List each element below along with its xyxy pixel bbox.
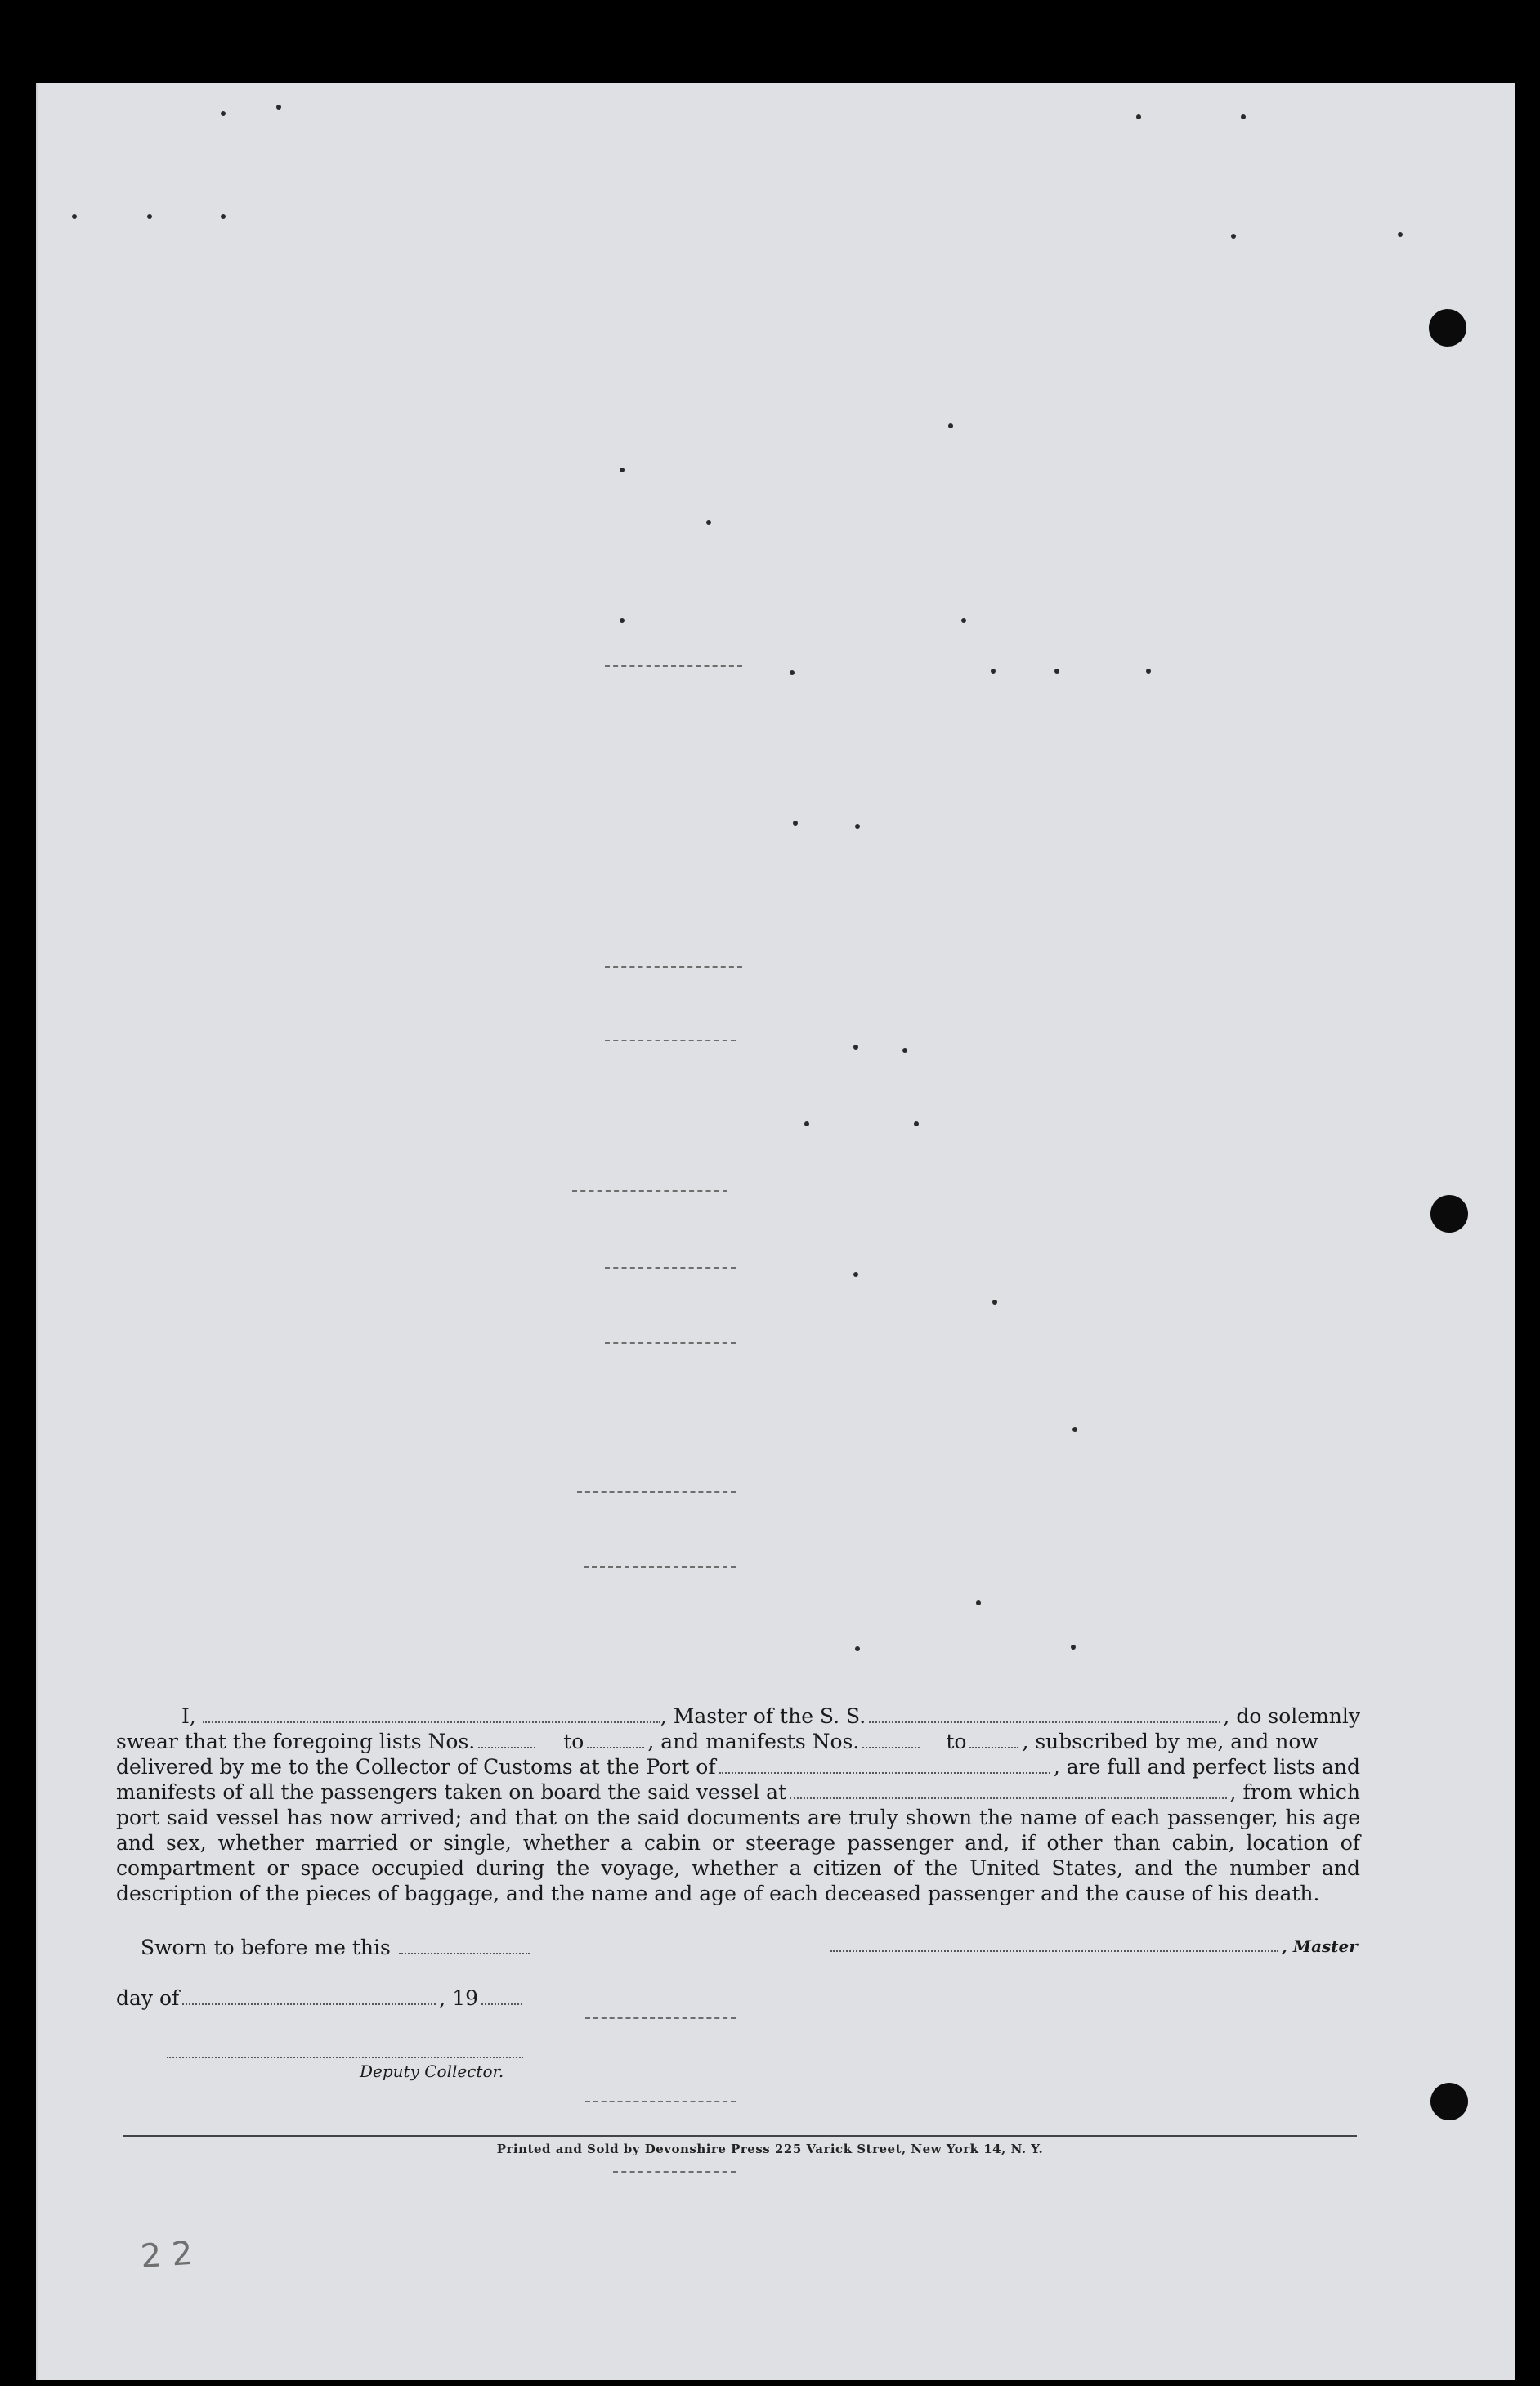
deputy-collector-signature-blank[interactable] [167,2042,523,2058]
master-label: , Master [1282,1936,1358,1956]
oath-line-2 [116,1729,1360,1754]
punch-hole-bottom [1430,2083,1468,2120]
oath-body-text: port said vessel has now arrived; and that on the said documents are truly shown the name of each passenger, his age and sex, whether married or single, whether a cabin or steerage passenger and, if other than cabin, location of compartment or space occupied during the voyage, whether a citizen of the United States, and the number and description of the pieces of baggage, and the name and age of each deceased passenger and the cause of his death. [116,1806,1360,1905]
sworn-text: Sworn to before me this [141,1936,391,1959]
lists-to-blank[interactable] [587,1732,644,1748]
sworn-date-blank[interactable] [399,1938,530,1954]
year-prefix: , 19 [439,1986,479,2010]
year-blank[interactable] [481,1989,522,2005]
oath-to-1: to [563,1730,584,1753]
master-oath-paragraph [116,1703,1360,1906]
manifests-to-blank[interactable] [969,1732,1018,1748]
oath-line-1 [116,1703,1360,1729]
deputy-collector-label: Deputy Collector. [360,2061,504,2081]
oath-lists-nos: swear that the foregoing lists Nos. [116,1730,476,1753]
form-page [36,83,1515,2380]
vessel-name-blank[interactable] [869,1707,1220,1723]
oath-solemnly: , do solemnly [1223,1704,1360,1728]
punch-hole-middle [1430,1195,1468,1233]
master-signature-blank[interactable] [830,1936,1278,1952]
oath-taken-on-board: manifests of all the passengers taken on board the said vessel at [116,1780,787,1804]
oath-line-3 [116,1754,1360,1779]
oath-full-perfect: , are full and perfect lists and [1053,1755,1360,1779]
punch-hole-top [1429,309,1466,347]
port-blank[interactable] [719,1757,1050,1774]
footer-rule [123,2135,1357,2137]
oath-subscribed: , subscribed by me, and now [1022,1730,1318,1753]
embarkation-port-blank[interactable] [790,1783,1226,1799]
day-of-line [116,1986,522,2010]
oath-manifests-nos: , and manifests Nos. [647,1730,860,1753]
oath-to-2: to [946,1730,967,1753]
printer-imprint: Printed and Sold by Devonshire Press 225 Varick Street, New York 14, N. Y. [496,2142,1044,2156]
day-of-blank[interactable] [182,1989,436,2005]
oath-master-of: , Master of the S. S. [660,1704,866,1728]
manifests-from-blank[interactable] [862,1732,920,1748]
oath-collector-port: delivered by me to the Collector of Customs at the Port of [116,1755,716,1779]
oath-line-4 [116,1779,1360,1805]
pencil-marginal-note: 2 2 [139,2234,195,2276]
oath-i: I, [181,1704,196,1728]
master-name-blank[interactable] [203,1707,660,1723]
sworn-label [141,1936,530,1959]
oath-from-which: , from which [1229,1780,1360,1804]
master-signature [830,1936,1358,1956]
day-of-text: day of [116,1986,180,2010]
lists-from-blank[interactable] [478,1732,535,1748]
